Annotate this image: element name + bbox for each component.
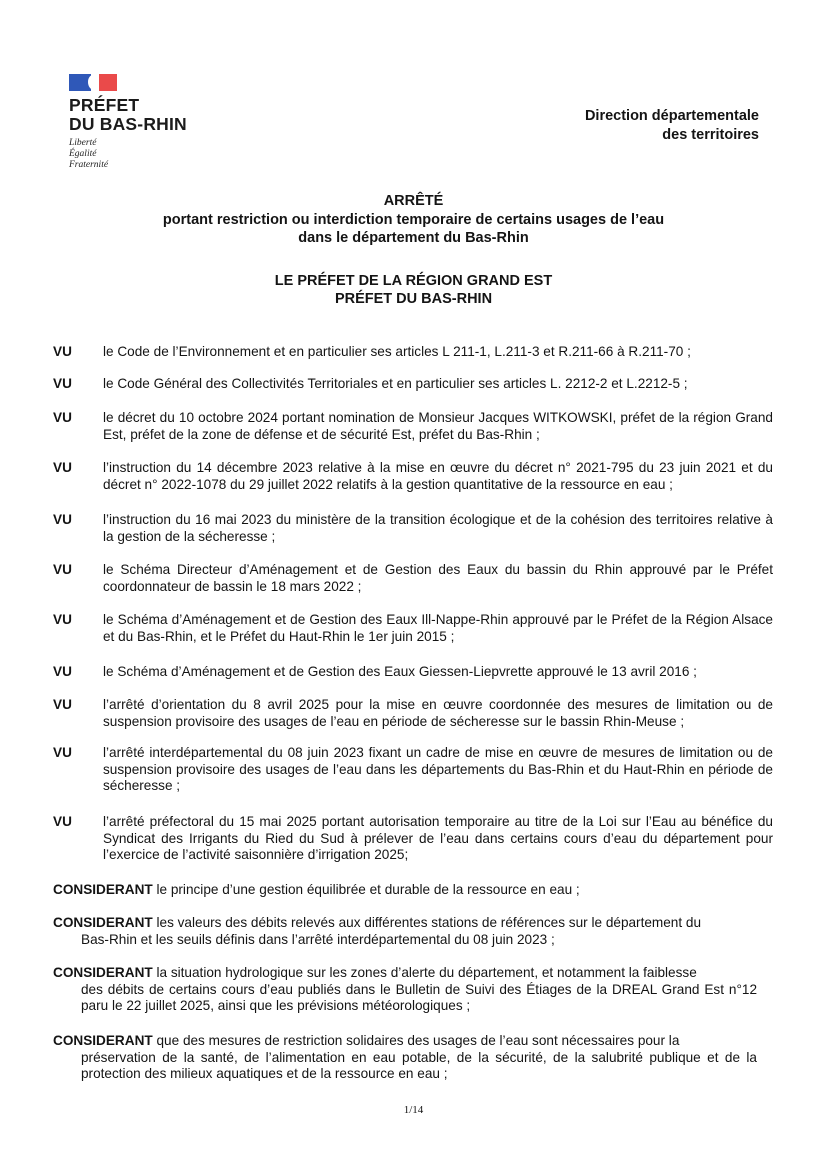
prefecture-logo (69, 74, 187, 171)
vu-item: VU l’arrêté interdépartemental du 08 juin 2023 fixant un cadre de mise en œuvre de mesures de limitation ou de suspension provisoire des usages de l’eau dans les départements du Bas-Rhin et du Haut-Rhin en période de sécheresse ; (53, 745, 773, 794)
logo-title: PRÉFET DU BAS-RHIN (69, 95, 187, 134)
page-number: 1/14 (403, 1104, 424, 1116)
issuing-authority: LE PRÉFET DE LA RÉGION GRAND EST PRÉFET DU BAS-RHIN (274, 273, 553, 307)
vu-item: VU le Schéma d’Aménagement et de Gestion des Eaux Ill-Nappe-Rhin approuvé par le Préfet de la Région Alsace et du Bas-Rhin, et le Préfet du Haut-Rhin le 1er juin 2015 ; (53, 612, 773, 644)
document-subtitle: portant restriction ou interdiction temporaire de certains usages de l’eau dans le département du Bas-Rhin (162, 212, 665, 246)
considerant-item: CONSIDERANT les valeurs des débits relevés aux différentes stations de références sur le département du Bas-Rhin et les seuils définis dans l’arrêté interdépartemental du 08 juin 2023 ; (53, 915, 702, 947)
vu-item: VU l’instruction du 14 décembre 2023 relative à la mise en œuvre du décret n° 2021-795 du 23 juin 2021 et du décret n° 2022-1078 du 29 juillet 2022 relatifs à la gestion quantitative de la ressource en eau ; (53, 460, 773, 492)
vu-item: VU le Schéma Directeur d’Aménagement et de Gestion des Eaux du bassin du Rhin approuvé par le Préfet coordonnateur de bassin le 18 mars 2022 ; (53, 562, 773, 594)
vu-item: VU le décret du 10 octobre 2024 portant nomination de Monsieur Jacques WITKOWSKI, préfet de la région Grand Est, préfet de la zone de défense et de sécurité Est, préfet du Bas-Rhin ; (53, 410, 773, 442)
document-title: ARRÊTÉ (383, 193, 444, 209)
considerant-item: CONSIDERANT le principe d’une gestion équilibrée et durable de la ressource en eau ; (53, 882, 580, 897)
considerant-item: CONSIDERANT que des mesures de restriction solidaires des usages de l’eau sont nécessaires pour la préservation de la santé, de l’alimentation en eau potable, de la sécurité, de la salubrité publique et de la protection des milieux aquatiques et de la ressource en eau ; (53, 1033, 757, 1082)
vu-item: VU le Code de l’Environnement et en particulier ses articles L 211-1, L.211-3 et R.211-66 à R.211-70 ; (53, 344, 691, 359)
republic-motto: Liberté Égalité Fraternité (69, 138, 109, 170)
vu-item: VU l’arrêté préfectoral du 15 mai 2025 portant autorisation temporaire au titre de la Loi sur l’Eau au bénéfice du Syndicat des Irrigants du Ried du Sud à prélever de l’eau dans certains cours d’eau du département pour l’exercice de l’activité saisonnière d’irrigation 2025; (53, 814, 773, 863)
marianne-flag-icon (69, 74, 117, 91)
considerant-item: CONSIDERANT la situation hydrologique sur les zones d’alerte du département, et notamment la faiblesse des débits de certains cours d’eau publiés dans le Bulletin de Suivi des Étiages de la DREAL Grand Est n°12 paru le 22 juillet 2025, ainsi que les prévisions météorologiques ; (53, 965, 757, 1014)
vu-item: VU le Code Général des Collectivités Territoriales et en particulier ses articles L. 2212-2 et L.2212-5 ; (53, 376, 688, 391)
vu-item: VU l’instruction du 16 mai 2023 du ministère de la transition écologique et de la cohésion des territoires relative à la gestion de la sécheresse ; (53, 512, 773, 544)
issuing-department: Direction départementale des territoires (584, 108, 759, 143)
vu-item: VU le Schéma d’Aménagement et de Gestion des Eaux Giessen-Liepvrette approuvé le 13 avril 2016 ; (53, 664, 697, 679)
vu-item: VU l’arrêté d’orientation du 8 avril 2025 pour la mise en œuvre coordonnée des mesures de limitation ou de suspension provisoire des usages de l’eau en période de sécheresse sur le bassin Rhin-Meuse ; (53, 697, 773, 729)
